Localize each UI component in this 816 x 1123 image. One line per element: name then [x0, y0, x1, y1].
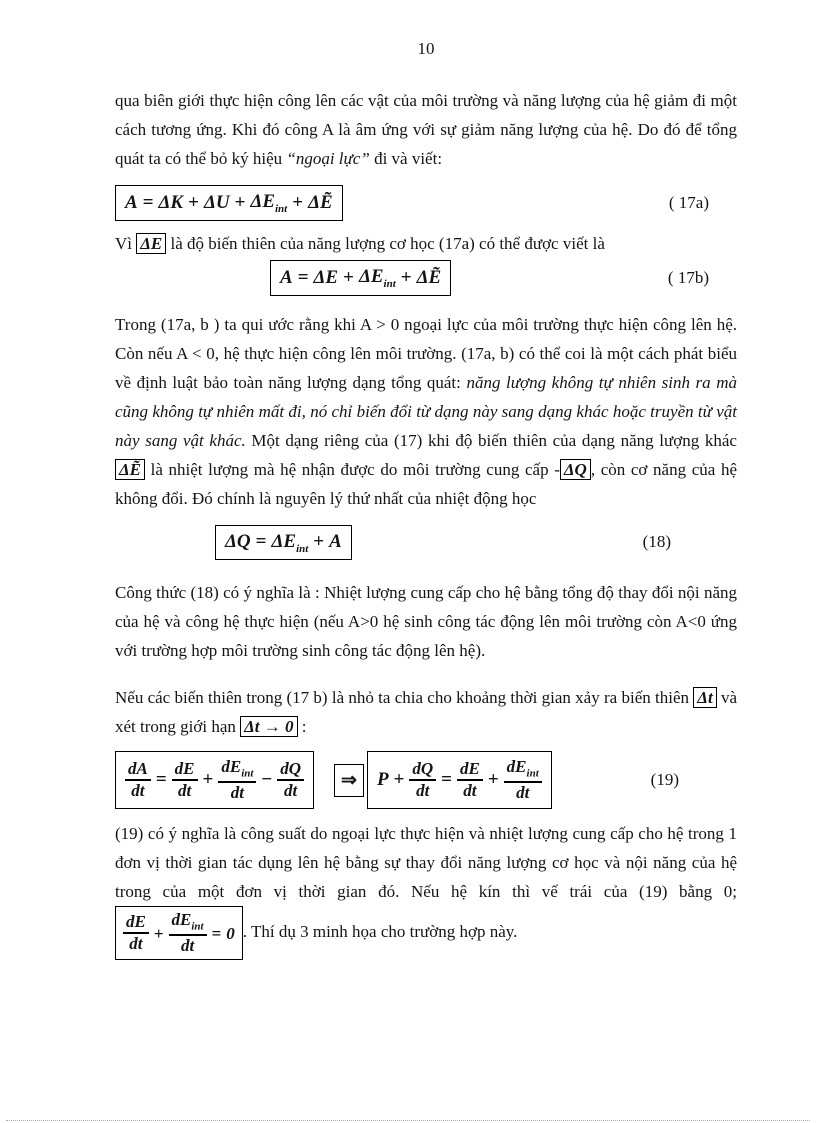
formula-box: P + $\frac{dQ}{dt}$ = $\frac{dE}{dt}$ + $\frac{dE_{int}}{dt}$: [367, 751, 552, 809]
page-bottom-dotted-rule: [6, 1120, 810, 1121]
fraction: $\frac{dE_{int}}{dt}$: [169, 910, 207, 956]
formula-box: $\frac{dA}{dt}$ = $\frac{dE}{dt}$ + $\frac{dE_{int}}{dt}$ − $\frac{dQ}{dt}$: [115, 751, 314, 809]
equation-label: ( 17a): [668, 192, 709, 212]
equation-19: [115, 751, 737, 809]
italic-run: năng lượng không tự nhiên sinh ra mà cũng không tự nhiên mất đi, nó chỉ biến đổi từ dạng này sang dạng khác hoặc truyền từ vật này sang vật khác.: [115, 372, 738, 450]
paragraph-meaning-of-18: Công thức (18) có ý nghĩa là : Nhiệt lượng cung cấp cho hệ bằng tổng độ thay đổi nội năng của hệ và công hệ thực hiện (nếu A>0 hệ sinh công tác động lên môi trường còn A<0 ứng với trường hợp môi trường sinh công tác động lên hệ).: [115, 583, 737, 661]
formula-box: A = ΔE + $\Delta E_{int}$ + ΔẼ: [270, 260, 451, 296]
fraction: $\frac{dE}{dt}$: [172, 759, 198, 802]
implies-arrow-box: ⇒: [334, 764, 364, 797]
equation-label: (18): [642, 532, 671, 552]
fraction: $\frac{dQ}{dt}$: [277, 759, 304, 802]
formula-box: A = ΔK + ΔU + $\Delta E_{int}$ + ΔẼ: [115, 185, 343, 221]
boxed-symbol: ΔE: [136, 233, 166, 254]
boxed-symbol: Δt: [693, 687, 716, 708]
equation-17a: [115, 185, 737, 221]
equation-label: ( 17b): [667, 267, 709, 287]
inline-boxed-equation: $\frac{dE}{dt}$ + $\frac{dE_{int}}{dt}$ = 0: [115, 906, 243, 960]
equation-18: [115, 525, 737, 561]
fraction: $\frac{dE_{int}}{dt}$: [218, 757, 256, 803]
paragraph-limit-intro: Nếu các biến thiên trong (17 b) là nhỏ ta chia cho khoảng thời gian xảy ra biến thiên Δt và xét trong giới hạn Δt → 0 :: [115, 688, 737, 737]
boxed-symbol: ΔẼ: [115, 459, 145, 480]
equation-label: (19): [650, 770, 679, 790]
paragraph-intro: qua biên giới thực hiện công lên các vật của môi trường và năng lượng của hệ giảm đi một cách tương ứng. Khi đó công A là âm ứng với sự giảm năng lượng của hệ. Do đó để tổng quát ta có thể bỏ ký hiệu “ngoại lực” đi và viết:: [115, 91, 737, 168]
fraction: $\frac{dE}{dt}$: [123, 912, 149, 955]
equation-17b: [115, 260, 737, 296]
italic-run: “ngoại lực”: [286, 149, 370, 168]
formula-box: ΔQ = $\Delta E_{int}$ + A: [215, 525, 352, 561]
page-number: 10: [417, 39, 435, 58]
fraction: $\frac{dE}{dt}$: [457, 759, 483, 802]
paragraph-convention-energy-law: Trong (17a, b ) ta qui ước rằng khi A > 0 ngoại lực của môi trường thực hiện công lên hệ. Còn nếu A < 0, hệ thực hiện công lên môi trường. (17a, b) có thể coi là một cách phát biểu về định luật bảo toàn năng lượng dạng tổng quát: năng lượng không tự nhiên sinh ra mà cũng không tự nhiên mất đi, nó chỉ biến đổi từ dạng này sang dạng khác hoặc truyền từ vật này sang vật khác. Một dạng riêng của (17) khi độ biến thiên của dạng năng lượng khác ΔẼ là nhiệt lượng mà hệ nhận được do môi trường cung cấp - ΔQ , còn cơ năng của hệ không đổi. Đó chính là nguyên lý thứ nhất của nhiệt động học: [115, 314, 738, 508]
fraction: $\frac{dE_{int}}{dt}$: [504, 757, 542, 803]
paragraph-delta-e-note: Vì ΔE là độ biến thiên của năng lượng cơ học (17a) có thể được viết là: [115, 233, 605, 253]
boxed-symbol: ΔQ: [560, 459, 591, 480]
boxed-symbol: Δt → 0: [240, 716, 297, 737]
fraction: $\frac{dA}{dt}$: [125, 759, 151, 802]
paragraph-meaning-of-19: (19) có ý nghĩa là công suất do ngoại lực thực hiện và nhiệt lượng cung cấp cho hệ trong 1 đơn vị thời gian tác dụng lên hệ bằng sự thay đổi năng lượng cơ học và nội năng của hệ trong của một đơn vị thời gian đó. Nếu hệ kín thì vế trái của (19) bằng 0; $\frac{dE}{dt}$ + $\frac{dE_{int}}{dt}$ = 0 . Thí dụ 3 minh họa cho trường hợp này.: [115, 819, 737, 960]
fraction: $\frac{dQ}{dt}$: [409, 759, 436, 802]
